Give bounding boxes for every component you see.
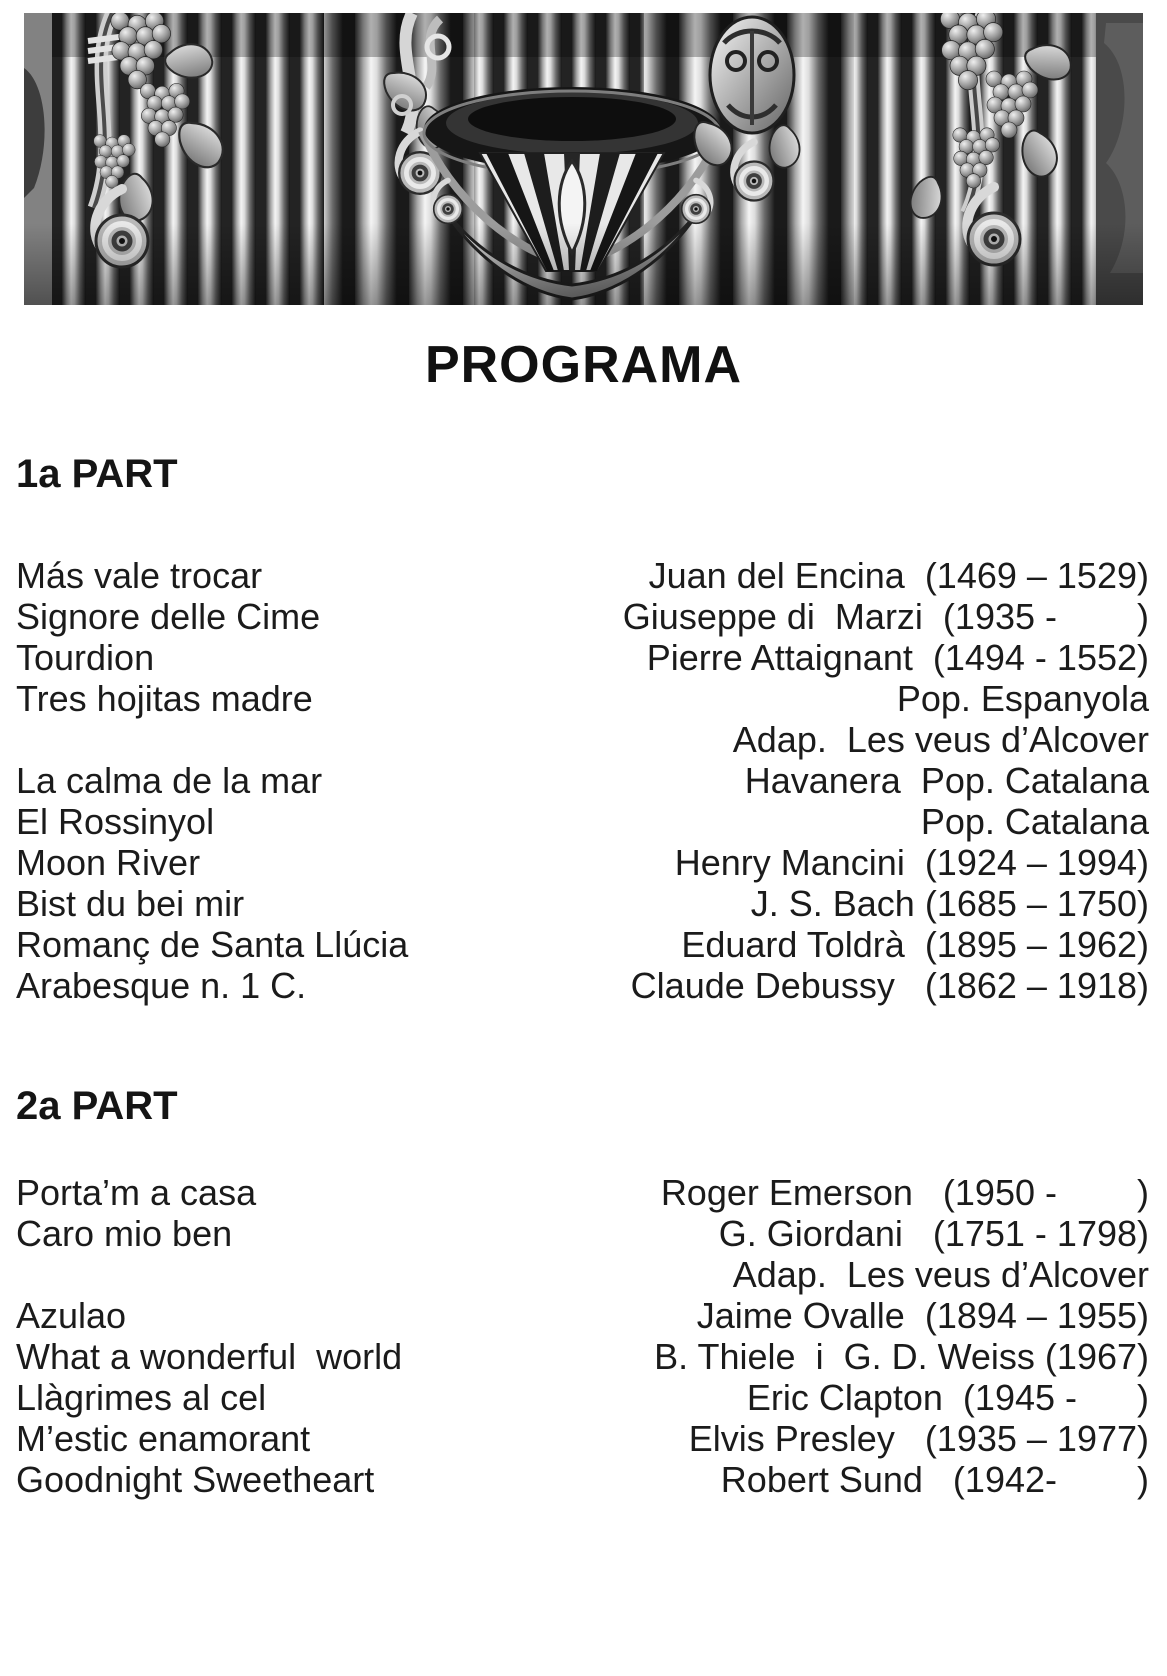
composer-credit: Elvis Presley (1935 – 1977) (688, 1418, 1149, 1459)
composer-credit: Robert Sund (1942- ) (720, 1459, 1149, 1500)
song-title: Llàgrimes al cel (16, 1377, 267, 1418)
program-document (0, 13, 1167, 1676)
song-row (0, 719, 1167, 760)
song-row (0, 1336, 1167, 1377)
song-title: Romanç de Santa Llúcia (16, 924, 409, 965)
page-title: PROGRAMA (424, 336, 743, 394)
song-list-part1 (0, 555, 1167, 1006)
song-title: Bist du bei mir (16, 883, 245, 924)
song-title: Azulao (16, 1295, 127, 1336)
song-row (0, 1418, 1167, 1459)
song-row (0, 637, 1167, 678)
song-row (0, 1377, 1167, 1418)
song-title: Moon River (16, 842, 201, 883)
composer-credit: G. Giordani (1751 - 1798) (718, 1213, 1149, 1254)
composer-credit: Pop. Espanyola (896, 678, 1149, 719)
organ-pipes-photo (24, 13, 1143, 305)
section-heading-part1: 1a PART (16, 452, 178, 496)
song-row (0, 1172, 1167, 1213)
section-heading-part2: 2a PART (16, 1084, 178, 1128)
song-title: Tourdion (16, 637, 155, 678)
composer-credit: Giuseppe di Marzi (1935 - ) (622, 596, 1149, 637)
composer-credit: Havanera Pop. Catalana (744, 760, 1149, 801)
composer-credit: Roger Emerson (1950 - ) (660, 1172, 1149, 1213)
song-row (0, 555, 1167, 596)
composer-credit: Pierre Attaignant (1494 - 1552) (646, 637, 1149, 678)
composer-credit: Eric Clapton (1945 - ) (746, 1377, 1149, 1418)
song-title: El Rossinyol (16, 801, 215, 842)
song-row (0, 760, 1167, 801)
composer-credit: Henry Mancini (1924 – 1994) (674, 842, 1149, 883)
composer-credit: Jaime Ovalle (1894 – 1955) (696, 1295, 1149, 1336)
song-row (0, 965, 1167, 1006)
song-row (0, 1213, 1167, 1254)
composer-credit: Claude Debussy (1862 – 1918) (630, 965, 1149, 1006)
song-row (0, 1459, 1167, 1500)
song-title: Porta’m a casa (16, 1172, 257, 1213)
composer-credit: J. S. Bach (1685 – 1750) (750, 883, 1149, 924)
composer-credit: Eduard Toldrà (1895 – 1962) (681, 924, 1149, 965)
song-title: M’estic enamorant (16, 1418, 311, 1459)
composer-credit: Juan del Encina (1469 – 1529) (648, 555, 1149, 596)
song-title: Arabesque n. 1 C. (16, 965, 307, 1006)
song-row (0, 678, 1167, 719)
song-row (0, 842, 1167, 883)
song-row (0, 883, 1167, 924)
song-title: La calma de la mar (16, 760, 323, 801)
composer-credit: Adap. Les veus d’Alcover (732, 1254, 1149, 1295)
song-row (0, 596, 1167, 637)
song-title: Signore delle Cime (16, 596, 321, 637)
composer-credit: Adap. Les veus d’Alcover (732, 719, 1149, 760)
song-list-part2 (0, 1172, 1167, 1500)
song-title: Caro mio ben (16, 1213, 233, 1254)
song-row (0, 1295, 1167, 1336)
composer-credit: Pop. Catalana (920, 801, 1149, 842)
song-title: What a wonderful world (16, 1336, 403, 1377)
song-title: Tres hojitas madre (16, 678, 313, 719)
song-title: Más vale trocar (16, 555, 263, 596)
song-title: Goodnight Sweetheart (16, 1459, 375, 1500)
song-row (0, 801, 1167, 842)
composer-credit: B. Thiele i G. D. Weiss (1967) (654, 1336, 1149, 1377)
song-row (0, 1254, 1167, 1295)
song-row (0, 924, 1167, 965)
